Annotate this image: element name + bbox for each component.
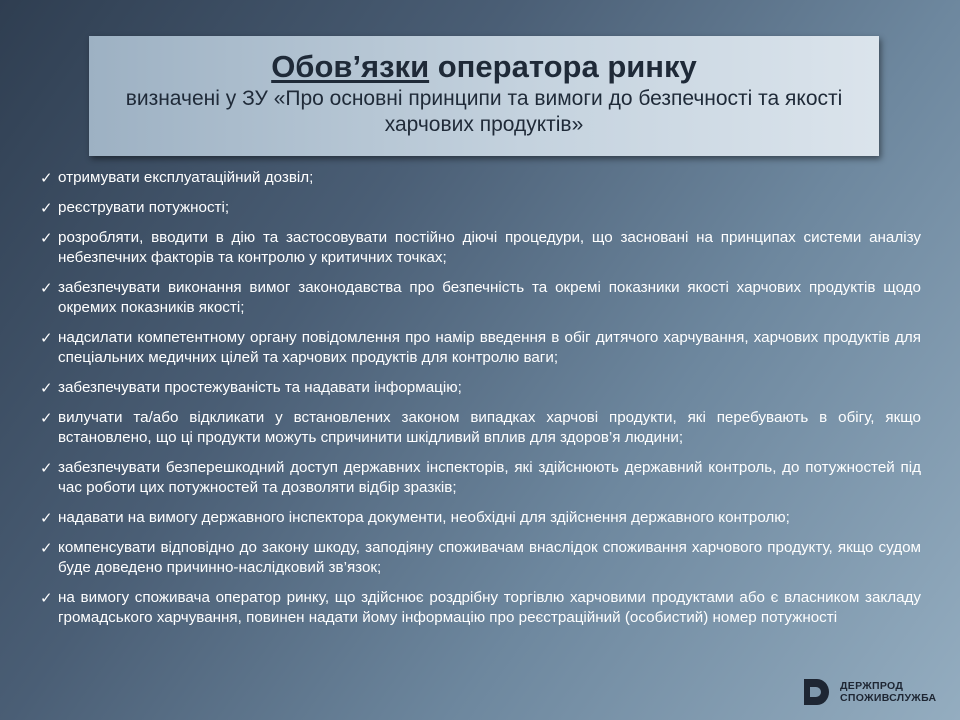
list-item-text: забезпечувати простежуваність та надавати інформацію; [58,379,462,396]
page-title [89,48,879,86]
list-item [40,198,921,218]
list-item-text: на вимогу споживача оператор ринку, що здійснює роздрібну торгівлю харчовими продуктами або є власником закладу громадського харчування, повинен надати йому інформацію про реєстраційний (особистий) номер потужності [58,589,921,626]
list-item-text: надсилати компетентному органу повідомлення про намір введення в обіг дитячого харчування, харчових продуктів для спеціальних медичних цілей та харчових продуктів для контролю ваги; [58,329,921,366]
checkmark-icon: ✓ [40,379,53,397]
logo-text [840,680,936,704]
list-item [40,408,921,448]
checkmark-icon: ✓ [40,329,53,347]
list-item [40,588,921,628]
checkmark-icon: ✓ [40,409,53,427]
list-item [40,508,921,528]
list-item-text: забезпечувати безперешкодний доступ державних інспекторів, які здійснюють державний контроль, до потужностей під час роботи цих потужностей та дозволяти відбір зразків; [58,459,921,496]
list-item [40,328,921,368]
logo-line-2: СПОЖИВСЛУЖБА [840,692,937,704]
list-item-text: надавати на вимогу державного інспектора документи, необхідні для здійснення державного контролю; [58,509,790,526]
checkmark-icon: ✓ [40,199,53,217]
list-item [40,228,921,268]
duties-list [40,168,921,638]
checkmark-icon: ✓ [40,229,53,247]
list-item-text: розробляти, вводити в дію та застосовувати постійно діючі процедури, що засновані на принципах системи аналізу небезпечних факторів та контролю у критичних точках; [58,229,921,266]
title-rest: оператора ринку [429,49,697,84]
logo [802,676,936,708]
checkmark-icon: ✓ [40,539,53,557]
checkmark-icon: ✓ [40,169,53,187]
list-item [40,378,921,398]
list-item-text: вилучати та/або відкликати у встановлених законом випадках харчові продукти, які перебувають в обігу, якщо встановлено, що ці продукти можуть спричинити шкідливий вплив для здоров’я людини; [58,409,921,446]
list-item [40,538,921,578]
logo-line-1: ДЕРЖПРОД [840,680,904,692]
page-subtitle: визначені у ЗУ «Про основні принципи та вимоги до безпечності та якості харчових продуктів» [125,87,843,136]
list-item-text: забезпечувати виконання вимог законодавства про безпечність та окремі показники якості харчових продуктів щодо окремих показників якості; [58,279,921,316]
checkmark-icon: ✓ [40,459,53,477]
list-item [40,168,921,188]
logo-mark-icon [802,677,830,707]
list-item-text: компенсувати відповідно до закону шкоду, заподіяну споживачам внаслідок споживання харчового продукту, якщо судом буде доведено причинно-наслідковий зв’язок; [58,539,921,576]
checkmark-icon: ✓ [40,509,53,527]
list-item-text: реєструвати потужності; [58,199,230,216]
list-item [40,458,921,498]
title-underlined: Обов’язки [271,49,430,84]
checkmark-icon: ✓ [40,589,53,607]
list-item-text: отримувати експлуатаційний дозвіл; [58,169,314,186]
title-box [89,36,879,156]
list-item [40,278,921,318]
checkmark-icon: ✓ [40,279,53,297]
